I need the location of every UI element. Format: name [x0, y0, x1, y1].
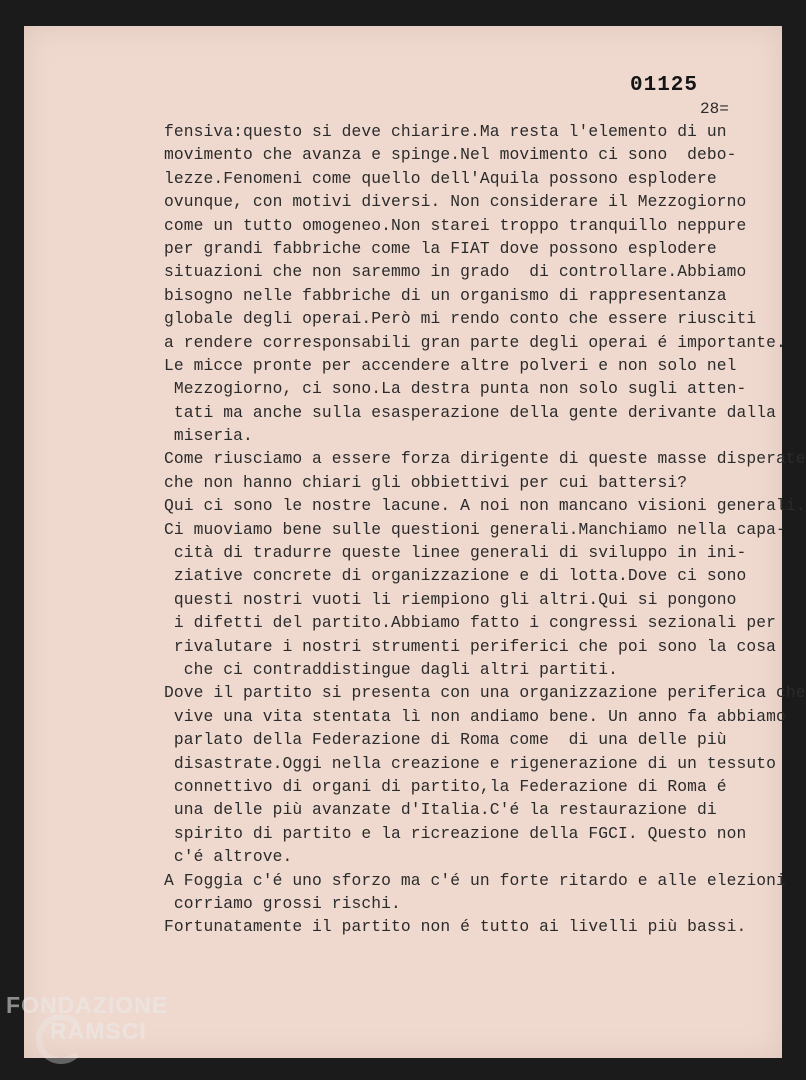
text-line: Qui ci sono le nostre lacune. A noi non mancano visioni generali. [164, 496, 806, 516]
foundation-watermark-logo [6, 992, 168, 1044]
text-line: c'é altrove. [164, 847, 293, 867]
typewritten-text [164, 120, 806, 939]
text-line: rivalutare i nostri strumenti periferici che poi sono la cosa [164, 636, 776, 656]
text-line: Dove il partito si presenta con una organizzazione periferica che [164, 683, 806, 703]
text-line: Mezzogiorno, ci sono.La destra punta non solo sugli atten- [164, 379, 747, 399]
text-line: Ci muoviamo bene sulle questioni generali.Manchiamo nella capa- [164, 519, 786, 539]
page-number: 28= [700, 100, 729, 118]
text-line: una delle più avanzate d'Italia.C'é la restaurazione di [164, 800, 717, 820]
text-line: ziative concrete di organizzazione e di lotta.Dove ci sono [164, 566, 747, 586]
text-line: situazioni che non saremmo in grado di controllare.Abbiamo [164, 262, 747, 282]
text-line: Fortunatamente il partito non é tutto ai livelli più bassi. [164, 917, 747, 937]
text-line: connettivo di organi di partito,la Federazione di Roma é [164, 776, 727, 796]
document-number: 01125 [630, 74, 699, 97]
text-line: cità di tradurre queste linee generali di sviluppo in ini- [164, 543, 747, 563]
text-line: che ci contraddistingue dagli altri partiti. [164, 659, 619, 679]
text-line: miseria. [164, 426, 253, 446]
text-line: parlato della Federazione di Roma come di una delle più [164, 730, 727, 750]
text-line: bisogno nelle fabbriche di un organismo di rappresentanza [164, 285, 727, 305]
text-line: A Foggia c'é uno sforzo ma c'é un forte ritardo e alle elezioni [164, 870, 786, 890]
text-line: disastrate.Oggi nella creazione e rigenerazione di un tessuto [164, 753, 776, 773]
text-line: spirito di partito e la ricreazione della FGCI. Questo non [164, 823, 747, 843]
text-line: corriamo grossi rischi. [164, 893, 401, 913]
text-line: che non hanno chiari gli obbiettivi per cui battersi? [164, 472, 688, 492]
watermark-line2: RAMSCI [50, 1018, 147, 1044]
text-line: Come riusciamo a essere forza dirigente di queste masse disperate [164, 449, 806, 469]
text-line: questi nostri vuoti li riempiono gli altri.Qui si pongono [164, 589, 737, 609]
watermark-line1: FONDAZIONE [6, 992, 169, 1018]
text-line: globale degli operai.Però mi rendo conto che essere riusciti [164, 309, 757, 329]
text-line: fensiva:questo si deve chiarire.Ma resta l'elemento di un [164, 122, 727, 141]
text-line: ovunque, con motivi diversi. Non considerare il Mezzogiorno [164, 192, 747, 212]
document-page [24, 26, 806, 1058]
text-line: a rendere corresponsabili gran parte degli operai é importante. [164, 332, 786, 352]
text-line: per grandi fabbriche come la FIAT dove possono esplodere [164, 238, 717, 258]
text-line: Le micce pronte per accendere altre polveri e non solo nel [164, 355, 737, 375]
text-line: lezze.Fenomeni come quello dell'Aquila possono esplodere [164, 168, 717, 188]
text-line: movimento che avanza e spinge.Nel movimento ci sono debo- [164, 145, 737, 165]
text-line: vive una vita stentata lì non andiamo bene. Un anno fa abbiamo [164, 706, 786, 726]
text-line: i difetti del partito.Abbiamo fatto i congressi sezionali per [164, 613, 776, 633]
gramsci-g-logo-icon [36, 1014, 86, 1064]
text-line: come un tutto omogeneo.Non starei troppo tranquillo neppure [164, 215, 747, 235]
text-line: tati ma anche sulla esasperazione della gente derivante dalla [164, 402, 776, 422]
